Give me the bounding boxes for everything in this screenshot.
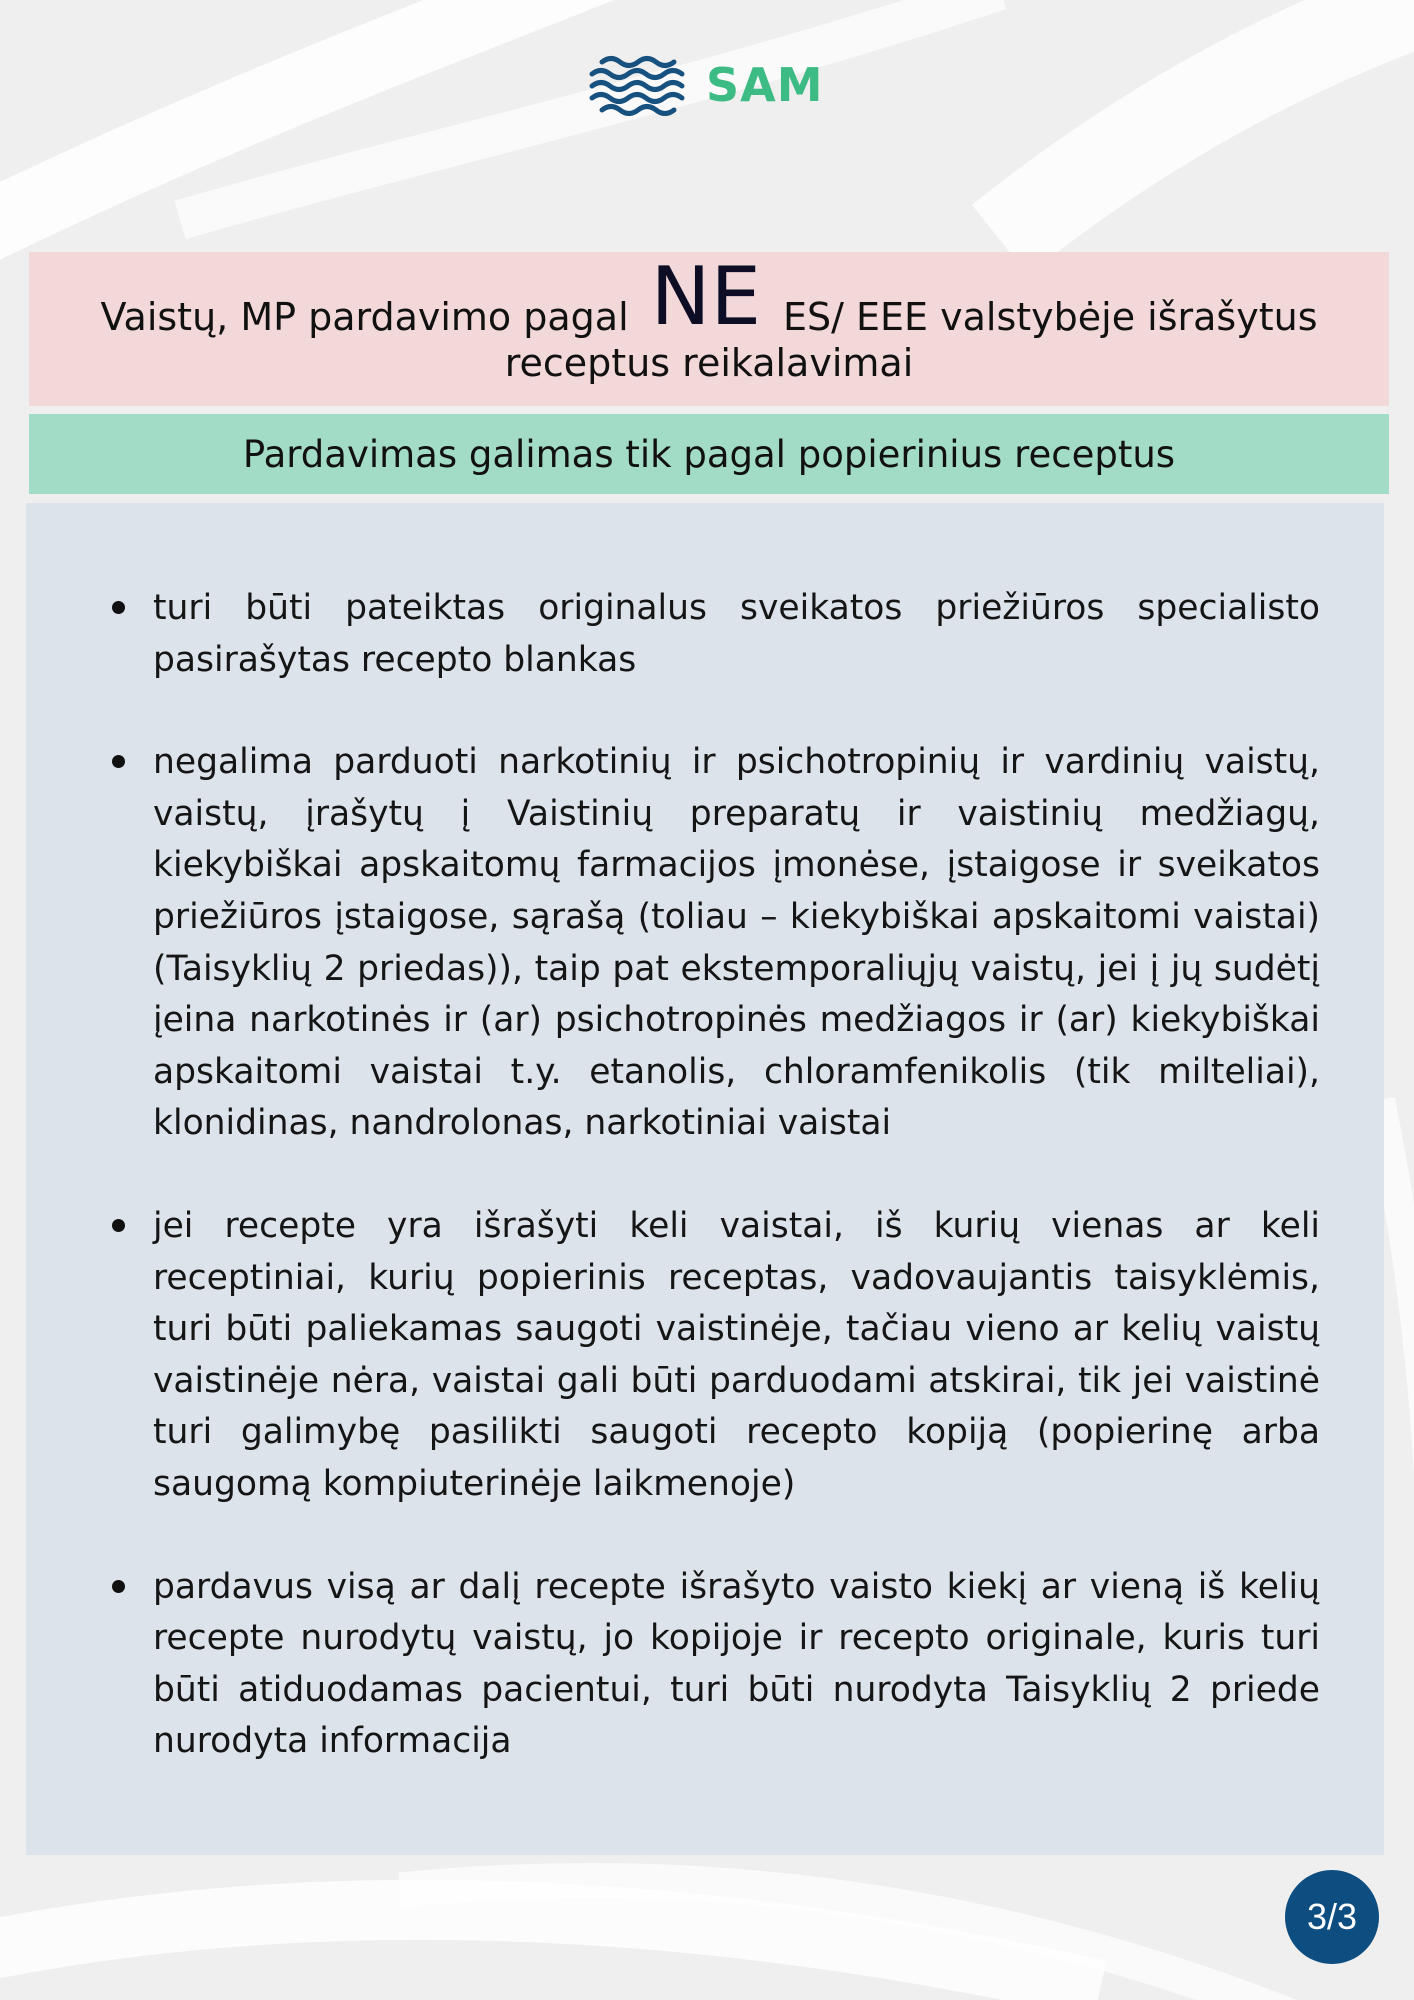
bullet-dot-icon xyxy=(112,755,125,768)
page-number-text: 3/3 xyxy=(1306,1896,1358,1937)
subtitle-text: Pardavimas galimas tik pagal popierinius receptus xyxy=(242,432,1176,476)
list-item-text: pardavus visą ar dalį recepte išrašyto vaisto kiekį ar vieną iš kelių recepte nurodytų vaistų, jo kopijoje ir recepto originale, kuris turi būti atiduodamas pacientui, turi būti nurodyta Taisyklių 2 priede nurodyta informacija xyxy=(153,1566,1320,1762)
list-item-text: turi būti pateiktas originalus sveikatos priežiūros specialisto pasirašytas recepto blankas xyxy=(153,588,1320,680)
bullet-dot-icon xyxy=(112,1219,125,1232)
bullet-dot-icon xyxy=(112,601,125,614)
title-banner xyxy=(29,252,1389,406)
waves-logo-icon xyxy=(588,54,690,116)
title-emphasis-ne: NE xyxy=(650,250,762,343)
subtitle-banner xyxy=(29,414,1389,494)
sam-logo xyxy=(588,50,838,120)
list-item xyxy=(26,583,1384,686)
page-number-badge xyxy=(1285,1870,1379,1964)
bullet-dot-icon xyxy=(112,1580,125,1593)
list-item xyxy=(26,1201,1384,1511)
logo-text: SAM xyxy=(706,58,824,112)
title-text-before: Vaistų, MP pardavimo pagal xyxy=(100,295,629,339)
list-item-text: negalima parduoti narkotinių ir psichotropinių ir vardinių vaistų, vaistų, įrašytų į Vaistinių preparatų ir vaistinių medžiagų, kiekybiškai apskaitomų farmacijos įmonėse, įstaigose ir sveikatos priežiūros įstaigose, sąrašą (toliau – kiekybiškai apskaitomi vaistai) (Taisyklių 2 priedas)), taip pat ekstemporaliųjų vaistų, jei į jų sudėtį įeina narkotinės ir (ar) psichotropinės medžiagos ir (ar) kiekybiškai apskaitomi vaistai t.y. etanolis, chloramfenikolis (tik milteliai), klonidinas, nandrolonas, narkotiniai vaistai xyxy=(153,742,1320,1144)
title-line-1 xyxy=(29,250,1389,343)
requirements-panel xyxy=(26,503,1384,1855)
list-item xyxy=(26,1562,1384,1768)
list-item-text: jei recepte yra išrašyti keli vaistai, iš kurių vienas ar keli receptiniai, kurių popierinis receptas, vadovaujantis taisyklėmis, turi būti paliekamas saugoti vaistinėje, tačiau vieno ar kelių vaistų vaistinėje nėra, vaistai gali būti parduodami atskirai, tik jei vaistinė turi galimybę pasilikti saugoti recepto kopiją (popierinę arba saugomą kompiuterinėje laikmenoje) xyxy=(153,1205,1320,1504)
requirements-list xyxy=(26,583,1384,1819)
title-line-2: receptus reikalavimai xyxy=(504,341,914,385)
title-text-after: ES/ EEE valstybėje išrašytus xyxy=(783,295,1318,339)
list-item xyxy=(26,737,1384,1150)
